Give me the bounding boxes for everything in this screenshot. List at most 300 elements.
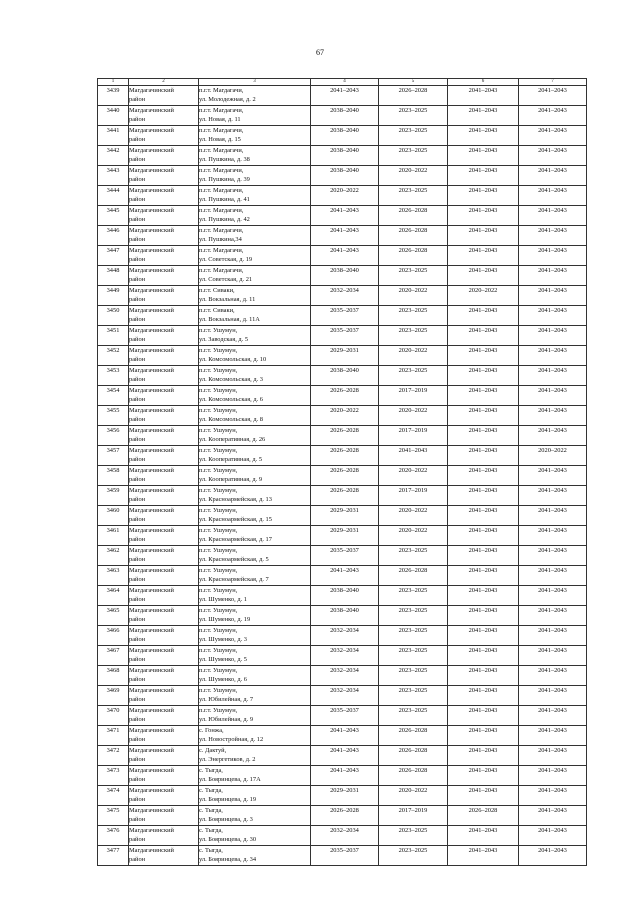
period-cell-4: 2038–2040 bbox=[311, 366, 379, 386]
table-row bbox=[98, 566, 587, 586]
address-settlement: с. Гонжа, bbox=[199, 727, 224, 734]
period-cell-4: 2026–2028 bbox=[311, 806, 379, 826]
period-cell-6: 2041–2043 bbox=[448, 646, 519, 666]
row-number-cell: 3448 bbox=[98, 266, 129, 286]
district-suffix: район bbox=[129, 216, 146, 223]
address-street: ул. Шуменко, д. 5 bbox=[199, 656, 247, 663]
table-row bbox=[98, 326, 587, 346]
period-cell-5: 2026–2028 bbox=[379, 246, 448, 266]
address-settlement: п.г.т. Ушумун, bbox=[199, 587, 238, 594]
address-cell bbox=[199, 626, 311, 646]
period-cell-4: 2020–2022 bbox=[311, 406, 379, 426]
period-cell-4: 2038–2040 bbox=[311, 166, 379, 186]
period-cell-5: 2026–2028 bbox=[379, 746, 448, 766]
row-number-cell: 3475 bbox=[98, 806, 129, 826]
address-cell bbox=[199, 526, 311, 546]
address-cell bbox=[199, 246, 311, 266]
period-cell-5: 2023–2025 bbox=[379, 826, 448, 846]
district-suffix: район bbox=[129, 316, 146, 323]
row-number-cell: 3456 bbox=[98, 426, 129, 446]
period-cell-5: 2020–2022 bbox=[379, 466, 448, 486]
district-cell bbox=[129, 566, 199, 586]
district-cell bbox=[129, 86, 199, 106]
row-number-cell: 3440 bbox=[98, 106, 129, 126]
address-cell bbox=[199, 726, 311, 746]
address-street: ул. Пушкина, д. 42 bbox=[199, 216, 250, 223]
address-street: ул. Юбилейная, д. 9 bbox=[199, 716, 254, 723]
period-cell-7: 2041–2043 bbox=[519, 786, 587, 806]
period-cell-7: 2041–2043 bbox=[519, 746, 587, 766]
period-cell-6: 2041–2043 bbox=[448, 246, 519, 266]
address-street: ул. Шуменко, д. 1 bbox=[199, 596, 247, 603]
district-name: Магдагачинский bbox=[129, 407, 174, 414]
period-cell-6: 2041–2043 bbox=[448, 846, 519, 866]
row-number-cell: 3449 bbox=[98, 286, 129, 306]
period-cell-6: 2020–2022 bbox=[448, 286, 519, 306]
period-cell-5: 2026–2028 bbox=[379, 86, 448, 106]
row-number-cell: 3476 bbox=[98, 826, 129, 846]
period-cell-5: 2023–2025 bbox=[379, 366, 448, 386]
address-settlement: с. Тыгда, bbox=[199, 827, 223, 834]
district-cell bbox=[129, 106, 199, 126]
district-cell bbox=[129, 406, 199, 426]
district-cell bbox=[129, 226, 199, 246]
row-number-cell: 3442 bbox=[98, 146, 129, 166]
address-settlement: п.г.т. Ушумун, bbox=[199, 667, 238, 674]
period-cell-4: 2038–2040 bbox=[311, 586, 379, 606]
address-street: ул. Пушкина, д. 39 bbox=[199, 176, 250, 183]
table-row bbox=[98, 366, 587, 386]
address-cell bbox=[199, 366, 311, 386]
table-row bbox=[98, 246, 587, 266]
period-cell-6: 2041–2043 bbox=[448, 506, 519, 526]
table-row bbox=[98, 226, 587, 246]
period-cell-5: 2026–2028 bbox=[379, 766, 448, 786]
address-street: ул. Красноармейская, д. 15 bbox=[199, 516, 272, 523]
address-cell bbox=[199, 686, 311, 706]
period-cell-4: 2026–2028 bbox=[311, 446, 379, 466]
row-number-cell: 3468 bbox=[98, 666, 129, 686]
period-cell-6: 2041–2043 bbox=[448, 186, 519, 206]
address-cell bbox=[199, 166, 311, 186]
period-cell-7: 2041–2043 bbox=[519, 686, 587, 706]
district-suffix: район bbox=[129, 656, 146, 663]
district-name: Магдагачинский bbox=[129, 627, 174, 634]
address-settlement: п.г.т. Магдагачи, bbox=[199, 267, 244, 274]
row-number-cell: 3459 bbox=[98, 486, 129, 506]
period-cell-6: 2041–2043 bbox=[448, 766, 519, 786]
period-cell-6: 2041–2043 bbox=[448, 346, 519, 366]
address-street: ул. Шуменко, д. 19 bbox=[199, 616, 251, 623]
row-number-cell: 3455 bbox=[98, 406, 129, 426]
table-row bbox=[98, 646, 587, 666]
district-name: Магдагачинский bbox=[129, 507, 174, 514]
address-cell bbox=[199, 446, 311, 466]
address-settlement: п.г.т. Сиваки, bbox=[199, 287, 235, 294]
period-cell-5: 2023–2025 bbox=[379, 646, 448, 666]
column-header-5: 5 bbox=[379, 79, 448, 86]
period-cell-7: 2041–2043 bbox=[519, 166, 587, 186]
district-name: Магдагачинский bbox=[129, 547, 174, 554]
district-name: Магдагачинский bbox=[129, 147, 174, 154]
district-name: Магдагачинский bbox=[129, 367, 174, 374]
period-cell-6: 2041–2043 bbox=[448, 146, 519, 166]
column-header-4: 4 bbox=[311, 79, 379, 86]
address-settlement: п.г.т. Магдагачи, bbox=[199, 127, 244, 134]
row-number-cell: 3450 bbox=[98, 306, 129, 326]
district-suffix: район bbox=[129, 376, 146, 383]
row-number-cell: 3454 bbox=[98, 386, 129, 406]
period-cell-4: 2038–2040 bbox=[311, 606, 379, 626]
address-street: ул. Кооперативная, д. 5 bbox=[199, 456, 263, 463]
address-cell bbox=[199, 766, 311, 786]
district-suffix: район bbox=[129, 856, 146, 863]
period-cell-7: 2041–2043 bbox=[519, 346, 587, 366]
district-cell bbox=[129, 266, 199, 286]
period-cell-6: 2026–2028 bbox=[448, 806, 519, 826]
address-street: ул. Комсомольская, д. 8 bbox=[199, 416, 263, 423]
district-name: Магдагачинский bbox=[129, 707, 174, 714]
district-name: Магдагачинский bbox=[129, 647, 174, 654]
address-settlement: п.г.т. Ушумун, bbox=[199, 567, 238, 574]
address-cell bbox=[199, 706, 311, 726]
period-cell-5: 2023–2025 bbox=[379, 686, 448, 706]
period-cell-7: 2041–2043 bbox=[519, 486, 587, 506]
address-cell bbox=[199, 506, 311, 526]
table-row bbox=[98, 386, 587, 406]
address-settlement: п.г.т. Ушумун, bbox=[199, 647, 238, 654]
district-name: Магдагачинский bbox=[129, 127, 174, 134]
period-cell-4: 2038–2040 bbox=[311, 146, 379, 166]
period-cell-4: 2041–2043 bbox=[311, 726, 379, 746]
period-cell-4: 2029–2031 bbox=[311, 346, 379, 366]
address-street: ул. Новая, д. 15 bbox=[199, 136, 241, 143]
period-cell-7: 2041–2043 bbox=[519, 806, 587, 826]
district-cell bbox=[129, 546, 199, 566]
period-cell-7: 2041–2043 bbox=[519, 506, 587, 526]
row-number-cell: 3447 bbox=[98, 246, 129, 266]
table-row bbox=[98, 466, 587, 486]
address-cell bbox=[199, 86, 311, 106]
district-name: Магдагачинский bbox=[129, 467, 174, 474]
table-row bbox=[98, 106, 587, 126]
period-cell-7: 2041–2043 bbox=[519, 126, 587, 146]
period-cell-5: 2020–2022 bbox=[379, 526, 448, 546]
period-cell-6: 2041–2043 bbox=[448, 86, 519, 106]
row-number-cell: 3446 bbox=[98, 226, 129, 246]
district-cell bbox=[129, 366, 199, 386]
period-cell-7: 2041–2043 bbox=[519, 646, 587, 666]
table-row bbox=[98, 666, 587, 686]
period-cell-7: 2041–2043 bbox=[519, 546, 587, 566]
address-street: ул. Бояринцева, д. 3 bbox=[199, 816, 253, 823]
period-cell-5: 2023–2025 bbox=[379, 586, 448, 606]
district-suffix: район bbox=[129, 416, 146, 423]
address-street: ул. Бояринцева, д. 34 bbox=[199, 856, 257, 863]
table-row bbox=[98, 406, 587, 426]
table-row bbox=[98, 206, 587, 226]
district-name: Магдагачинский bbox=[129, 587, 174, 594]
district-cell bbox=[129, 826, 199, 846]
address-street: ул. Пушкина, д. 38 bbox=[199, 156, 250, 163]
row-number-cell: 3466 bbox=[98, 626, 129, 646]
period-cell-7: 2041–2043 bbox=[519, 726, 587, 746]
period-cell-6: 2041–2043 bbox=[448, 486, 519, 506]
row-number-cell: 3471 bbox=[98, 726, 129, 746]
address-street: ул. Юбилейная, д. 7 bbox=[199, 696, 254, 703]
period-cell-7: 2041–2043 bbox=[519, 326, 587, 346]
period-cell-4: 2032–2034 bbox=[311, 666, 379, 686]
address-cell bbox=[199, 546, 311, 566]
table-row bbox=[98, 526, 587, 546]
district-cell bbox=[129, 806, 199, 826]
district-cell bbox=[129, 146, 199, 166]
table-row bbox=[98, 546, 587, 566]
row-number-cell: 3472 bbox=[98, 746, 129, 766]
table-row bbox=[98, 806, 587, 826]
district-name: Магдагачинский bbox=[129, 747, 174, 754]
period-cell-7: 2041–2043 bbox=[519, 146, 587, 166]
district-suffix: район bbox=[129, 396, 146, 403]
district-name: Магдагачинский bbox=[129, 847, 174, 854]
column-number-row bbox=[98, 79, 587, 86]
period-cell-5: 2023–2025 bbox=[379, 266, 448, 286]
address-settlement: п.г.т. Магдагачи, bbox=[199, 187, 244, 194]
address-cell bbox=[199, 186, 311, 206]
period-cell-7: 2020–2022 bbox=[519, 446, 587, 466]
period-cell-4: 2035–2037 bbox=[311, 846, 379, 866]
row-number-cell: 3467 bbox=[98, 646, 129, 666]
address-street: ул. Комсомольская, д. 6 bbox=[199, 396, 263, 403]
address-settlement: п.г.т. Ушумун, bbox=[199, 627, 238, 634]
period-cell-4: 2032–2034 bbox=[311, 286, 379, 306]
address-street: ул. Красноармейская, д. 7 bbox=[199, 576, 269, 583]
district-suffix: район bbox=[129, 576, 146, 583]
address-cell bbox=[199, 286, 311, 306]
address-settlement: с. Тыгда, bbox=[199, 767, 223, 774]
address-cell bbox=[199, 826, 311, 846]
row-number-cell: 3477 bbox=[98, 846, 129, 866]
district-cell bbox=[129, 486, 199, 506]
period-cell-4: 2041–2043 bbox=[311, 86, 379, 106]
address-settlement: с. Тыгда, bbox=[199, 787, 223, 794]
table-row bbox=[98, 166, 587, 186]
period-cell-6: 2041–2043 bbox=[448, 106, 519, 126]
row-number-cell: 3465 bbox=[98, 606, 129, 626]
address-settlement: п.г.т. Сиваки, bbox=[199, 307, 235, 314]
district-suffix: район bbox=[129, 676, 146, 683]
period-cell-5: 2023–2025 bbox=[379, 106, 448, 126]
district-suffix: район bbox=[129, 236, 146, 243]
address-cell bbox=[199, 426, 311, 446]
period-cell-6: 2041–2043 bbox=[448, 206, 519, 226]
period-cell-6: 2041–2043 bbox=[448, 226, 519, 246]
row-number-cell: 3457 bbox=[98, 446, 129, 466]
address-settlement: п.г.т. Ушумун, bbox=[199, 367, 238, 374]
period-cell-7: 2041–2043 bbox=[519, 706, 587, 726]
table-row bbox=[98, 686, 587, 706]
period-cell-6: 2041–2043 bbox=[448, 386, 519, 406]
address-cell bbox=[199, 386, 311, 406]
district-name: Магдагачинский bbox=[129, 107, 174, 114]
district-suffix: район bbox=[129, 796, 146, 803]
period-cell-4: 2029–2031 bbox=[311, 506, 379, 526]
address-street: ул. Бояринцева, д. 30 bbox=[199, 836, 257, 843]
address-cell bbox=[199, 126, 311, 146]
district-suffix: район bbox=[129, 196, 146, 203]
address-street: ул. Новая, д. 11 bbox=[199, 116, 241, 123]
district-name: Магдагачинский bbox=[129, 327, 174, 334]
address-settlement: п.г.т. Магдагачи, bbox=[199, 247, 244, 254]
table-row bbox=[98, 706, 587, 726]
district-cell bbox=[129, 686, 199, 706]
district-cell bbox=[129, 206, 199, 226]
table-row bbox=[98, 726, 587, 746]
district-name: Магдагачинский bbox=[129, 307, 174, 314]
row-number-cell: 3453 bbox=[98, 366, 129, 386]
district-cell bbox=[129, 286, 199, 306]
district-cell bbox=[129, 306, 199, 326]
district-suffix: район bbox=[129, 636, 146, 643]
period-cell-5: 2026–2028 bbox=[379, 566, 448, 586]
address-street: ул. Бояринцева, д. 17А bbox=[199, 776, 261, 783]
period-cell-4: 2032–2034 bbox=[311, 686, 379, 706]
district-name: Магдагачинский bbox=[129, 247, 174, 254]
period-cell-6: 2041–2043 bbox=[448, 366, 519, 386]
column-header-2: 2 bbox=[129, 79, 199, 86]
address-street: ул. Советская, д. 21 bbox=[199, 276, 253, 283]
period-cell-4: 2035–2037 bbox=[311, 306, 379, 326]
address-settlement: п.г.т. Ушумун, bbox=[199, 327, 238, 334]
period-cell-5: 2020–2022 bbox=[379, 786, 448, 806]
address-cell bbox=[199, 646, 311, 666]
address-cell bbox=[199, 806, 311, 826]
period-cell-6: 2041–2043 bbox=[448, 166, 519, 186]
district-cell bbox=[129, 346, 199, 366]
district-suffix: район bbox=[129, 356, 146, 363]
district-suffix: район bbox=[129, 156, 146, 163]
period-cell-7: 2041–2043 bbox=[519, 526, 587, 546]
period-cell-5: 2023–2025 bbox=[379, 306, 448, 326]
district-name: Магдагачинский bbox=[129, 727, 174, 734]
period-cell-5: 2041–2043 bbox=[379, 446, 448, 466]
period-cell-7: 2041–2043 bbox=[519, 286, 587, 306]
row-number-cell: 3470 bbox=[98, 706, 129, 726]
period-cell-7: 2041–2043 bbox=[519, 426, 587, 446]
district-name: Магдагачинский bbox=[129, 667, 174, 674]
district-cell bbox=[129, 586, 199, 606]
district-name: Магдагачинский bbox=[129, 87, 174, 94]
address-street: ул. Вокзальная, д. 11 bbox=[199, 296, 256, 303]
period-cell-7: 2041–2043 bbox=[519, 306, 587, 326]
period-cell-7: 2041–2043 bbox=[519, 186, 587, 206]
address-cell bbox=[199, 486, 311, 506]
row-number-cell: 3443 bbox=[98, 166, 129, 186]
period-cell-4: 2032–2034 bbox=[311, 626, 379, 646]
address-settlement: п.г.т. Магдагачи, bbox=[199, 87, 244, 94]
period-cell-4: 2026–2028 bbox=[311, 386, 379, 406]
row-number-cell: 3445 bbox=[98, 206, 129, 226]
address-settlement: п.г.т. Магдагачи, bbox=[199, 167, 244, 174]
district-cell bbox=[129, 786, 199, 806]
address-street: ул. Комсомольская, д. 10 bbox=[199, 356, 267, 363]
period-cell-5: 2017–2019 bbox=[379, 426, 448, 446]
address-cell bbox=[199, 146, 311, 166]
district-cell bbox=[129, 166, 199, 186]
row-number-cell: 3460 bbox=[98, 506, 129, 526]
district-cell bbox=[129, 626, 199, 646]
address-cell bbox=[199, 226, 311, 246]
table-row bbox=[98, 306, 587, 326]
period-cell-4: 2026–2028 bbox=[311, 486, 379, 506]
address-cell bbox=[199, 306, 311, 326]
address-cell bbox=[199, 846, 311, 866]
district-name: Магдагачинский bbox=[129, 187, 174, 194]
period-cell-4: 2041–2043 bbox=[311, 566, 379, 586]
period-cell-6: 2041–2043 bbox=[448, 566, 519, 586]
address-settlement: п.г.т. Ушумун, bbox=[199, 527, 238, 534]
address-cell bbox=[199, 606, 311, 626]
period-cell-4: 2038–2040 bbox=[311, 266, 379, 286]
period-cell-4: 2020–2022 bbox=[311, 186, 379, 206]
table-row bbox=[98, 606, 587, 626]
address-settlement: п.г.т. Магдагачи, bbox=[199, 207, 244, 214]
period-cell-7: 2041–2043 bbox=[519, 586, 587, 606]
period-cell-7: 2041–2043 bbox=[519, 246, 587, 266]
table-row bbox=[98, 86, 587, 106]
address-settlement: п.г.т. Ушумун, bbox=[199, 387, 238, 394]
district-suffix: район bbox=[129, 776, 146, 783]
address-street: ул. Вокзальная, д. 11А bbox=[199, 316, 260, 323]
district-name: Магдагачинский bbox=[129, 167, 174, 174]
row-number-cell: 3439 bbox=[98, 86, 129, 106]
address-street: ул. Энергетиков, д. 2 bbox=[199, 756, 256, 763]
period-cell-5: 2023–2025 bbox=[379, 706, 448, 726]
period-cell-5: 2017–2019 bbox=[379, 386, 448, 406]
district-name: Магдагачинский bbox=[129, 827, 174, 834]
table-row bbox=[98, 826, 587, 846]
table-row bbox=[98, 146, 587, 166]
district-suffix: район bbox=[129, 436, 146, 443]
address-street: ул. Красноармейская, д. 17 bbox=[199, 536, 272, 543]
address-settlement: п.г.т. Магдагачи, bbox=[199, 107, 244, 114]
table-row bbox=[98, 506, 587, 526]
table-row bbox=[98, 786, 587, 806]
address-settlement: п.г.т. Ушумун, bbox=[199, 707, 238, 714]
address-street: ул. Красноармейская, д. 13 bbox=[199, 496, 272, 503]
address-cell bbox=[199, 106, 311, 126]
period-cell-7: 2041–2043 bbox=[519, 466, 587, 486]
table-row bbox=[98, 186, 587, 206]
table-row bbox=[98, 266, 587, 286]
period-cell-5: 2026–2028 bbox=[379, 726, 448, 746]
column-header-1: 1 bbox=[98, 79, 129, 86]
address-settlement: п.г.т. Ушумун, bbox=[199, 607, 238, 614]
period-cell-7: 2041–2043 bbox=[519, 606, 587, 626]
period-cell-4: 2032–2034 bbox=[311, 646, 379, 666]
district-cell bbox=[129, 846, 199, 866]
district-name: Магдагачинский bbox=[129, 807, 174, 814]
district-suffix: район bbox=[129, 556, 146, 563]
period-cell-5: 2023–2025 bbox=[379, 326, 448, 346]
period-cell-5: 2020–2022 bbox=[379, 346, 448, 366]
district-suffix: район bbox=[129, 116, 146, 123]
period-cell-6: 2041–2043 bbox=[448, 686, 519, 706]
address-settlement: п.г.т. Магдагачи, bbox=[199, 227, 244, 234]
district-name: Магдагачинский bbox=[129, 387, 174, 394]
period-cell-6: 2041–2043 bbox=[448, 706, 519, 726]
address-street: ул. Пушкина,34 bbox=[199, 236, 242, 243]
